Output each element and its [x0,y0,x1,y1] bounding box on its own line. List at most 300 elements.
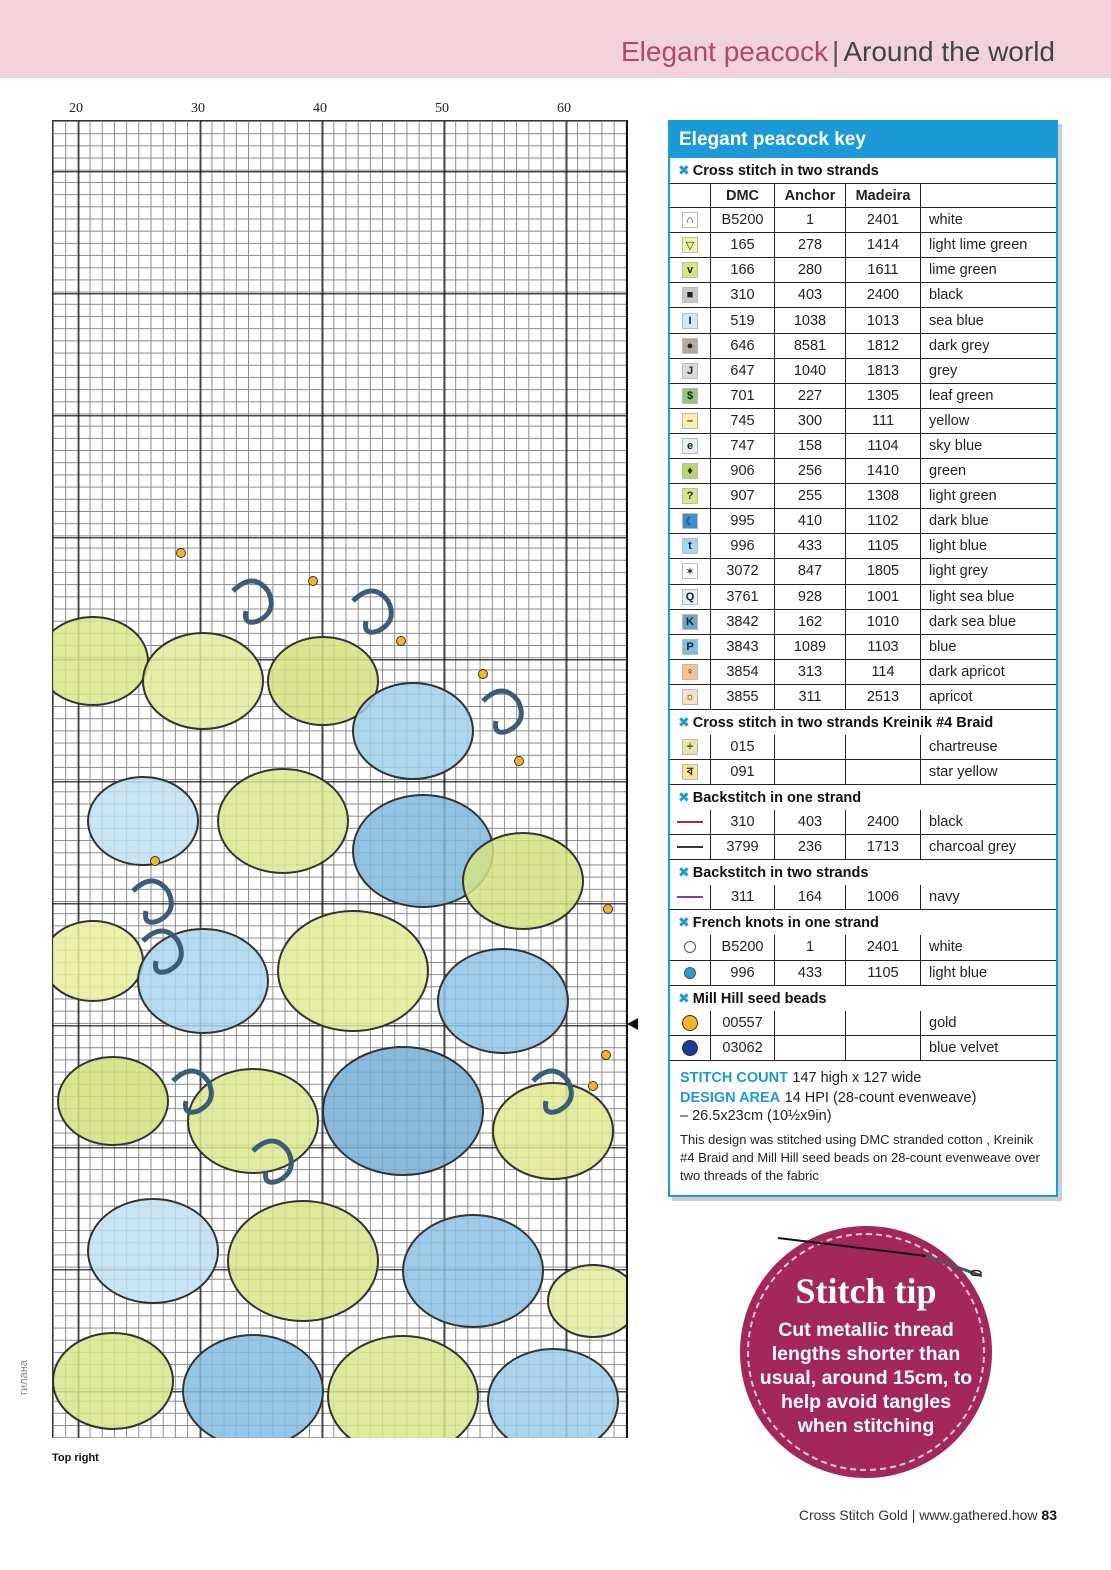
key-name-text: gold [929,1014,957,1031]
key-anchor [774,610,845,634]
key-dmc [710,610,774,634]
key-anchor-text: 1 [805,212,815,229]
key-symbol [670,685,710,709]
key-madeira [845,384,920,408]
key-dmc-text: 091 [730,764,755,781]
key-header-row [670,183,1056,208]
key-row [670,810,1056,835]
key-dmc-text: 3799 [726,839,759,856]
key-anchor-text: 227 [797,387,823,404]
header-madeira [845,184,920,207]
stitch-symbol-icon: ♀ [682,664,698,680]
stitch-symbol-icon: ÷ [682,739,698,755]
pattern-motif [278,911,428,1031]
key-anchor-text: 403 [797,814,823,831]
pattern-motif [88,777,198,865]
key-madeira [845,760,920,784]
stitch-tip-title: Stitch tip [795,1271,937,1311]
pattern-motif [493,1083,613,1179]
key-name-text: grey [929,362,958,379]
key-symbol [670,409,710,433]
key-madeira-text: 1102 [867,513,899,530]
key-dmc [710,534,774,558]
key-madeira [845,283,920,307]
key-madeira-text: 2400 [866,287,900,304]
key-anchor [774,1011,845,1035]
key-anchor-text: 255 [797,488,823,505]
pattern-motif [488,1349,618,1438]
key-anchor-text: 410 [797,513,823,530]
key-section-label: Backstitch in two strands [692,865,869,882]
key-anchor [774,635,845,659]
key-name [920,810,1056,834]
stitch-symbol-icon: P [682,639,698,655]
peacock-pattern-illustration [53,121,628,1438]
key-anchor-text: 162 [797,613,823,630]
gold-bead-mark [515,757,524,766]
key-dmc-text: 3854 [726,663,759,680]
needle-icon [776,1236,984,1280]
gold-bead-mark [151,857,160,866]
key-anchor-text: 300 [797,412,823,429]
key-symbol [670,1036,710,1060]
key-anchor [774,384,845,408]
key-madeira [845,308,920,332]
key-madeira [845,459,920,483]
key-row [670,1011,1056,1036]
key-name-text: navy [929,889,960,906]
key-name [920,1036,1056,1060]
key-dmc [710,484,774,508]
stitch-symbol-icon: ■ [682,287,698,303]
key-madeira-text: 1105 [867,538,899,555]
key-madeira [845,810,920,834]
key-symbol [670,961,710,985]
key-anchor-text: 433 [797,538,823,555]
key-row [670,283,1056,308]
key-section-title [670,785,1056,810]
pattern-swirl [483,691,521,732]
key-row [670,208,1056,233]
key-name-text: light green [929,488,997,505]
key-anchor-text: 280 [797,262,823,279]
key-dmc-text: 906 [730,463,755,480]
key-madeira-text: 1305 [866,387,900,404]
key-dmc [710,935,774,959]
pattern-motif [438,949,568,1053]
cross-icon: ✖ [678,713,690,730]
pattern-motif [88,1199,218,1303]
key-anchor-text: 236 [797,839,823,856]
key-symbol [670,258,710,282]
key-dmc-text: 00557 [722,1014,763,1031]
key-symbol [670,635,710,659]
stitch-symbol-icon: ✶ [682,563,698,579]
key-name-text: green [929,463,967,480]
key-anchor-text: 311 [798,688,822,705]
key-section-title [670,860,1056,885]
key-note: This design was stitched using DMC stranded cotton , Kreinik #4 Braid and Mill Hill seed beads on 28-count evenweave over two threads of the fabric [680,1131,1040,1183]
key-row [670,308,1056,333]
key-anchor [774,334,845,358]
key-anchor [774,585,845,609]
key-symbol [670,559,710,583]
french-knot-icon [684,967,696,979]
key-row [670,610,1056,635]
stitch-symbol-icon: Q [682,589,698,605]
key-anchor-text: 313 [797,663,823,680]
key-row [670,509,1056,534]
key-name-text: light lime green [929,237,1028,254]
key-panel [668,120,1058,1197]
key-dmc-text: B5200 [721,212,764,229]
gold-bead-mark [604,905,613,914]
key-row [670,534,1056,559]
stitch-symbol-icon: $ [682,388,698,404]
key-section-title [670,910,1056,935]
key-name-text: light blue [929,964,988,981]
key-name-text: yellow [929,412,970,429]
key-anchor-text: 158 [797,437,823,454]
key-row [670,334,1056,359]
cross-icon: ✖ [678,914,690,931]
key-dmc-text: 166 [730,262,755,279]
stitch-symbol-icon: ব [682,764,698,780]
design-area-value: 14 HPI (28-count evenweave) [784,1089,977,1106]
key-dmc-text: 996 [730,538,755,555]
page-footer [799,1507,1057,1523]
key-row [670,359,1056,384]
key-section-label: French knots in one strand [692,915,879,932]
pattern-motif [138,929,268,1033]
key-symbol [670,308,710,332]
pattern-motif [53,921,143,1001]
key-anchor [774,835,845,859]
key-name [920,660,1056,684]
key-anchor [774,1036,845,1060]
key-section-label: Mill Hill seed beads [692,990,827,1007]
key-name [920,735,1056,759]
chart-caption: Top right [52,1452,99,1464]
key-row [670,660,1056,685]
key-name [920,233,1056,257]
key-name [920,509,1056,533]
key-section-label: Backstitch in one strand [692,790,862,807]
key-dmc-text: 03062 [722,1039,763,1056]
key-name-text: lime green [929,262,997,279]
key-anchor-text: 164 [797,889,823,906]
key-dmc-text: 3842 [726,613,759,630]
cross-icon: ✖ [678,162,690,178]
key-madeira-text: 1611 [867,262,899,279]
key-anchor-text: 278 [797,237,823,254]
pattern-motif [143,633,263,729]
backstitch-line-icon [677,846,703,848]
header-separator: | [832,36,840,67]
key-symbol [670,384,710,408]
column-number-40: 40 [313,101,327,116]
key-dmc [710,885,774,909]
key-madeira [845,258,920,282]
key-dmc-text: 310 [730,287,755,304]
key-symbol [670,283,710,307]
key-name [920,459,1056,483]
key-row [670,585,1056,610]
key-madeira [845,334,920,358]
pattern-motif [328,1336,478,1438]
key-name [920,835,1056,859]
photo-credit: гилана [18,1360,30,1395]
page-header [621,36,1055,68]
key-dmc [710,208,774,232]
key-anchor [774,885,845,909]
key-madeira-text: 1006 [866,889,900,906]
key-dmc [710,258,774,282]
key-madeira-text: 2400 [866,814,900,831]
key-madeira [845,660,920,684]
key-name-text: light blue [929,538,988,555]
key-row [670,1036,1056,1061]
key-section-title [670,158,1056,183]
key-symbol [670,735,710,759]
header-anchor-text: Anchor [784,187,836,204]
key-anchor-text: 403 [797,287,823,304]
key-name-text: apricot [929,688,973,705]
key-madeira-text: 2401 [866,939,900,956]
key-madeira [845,610,920,634]
key-dmc [710,559,774,583]
key-name-text: chartreuse [929,739,998,756]
key-dmc-text: 3843 [726,638,759,655]
french-knot-icon [684,941,696,953]
key-row [670,258,1056,283]
key-madeira [845,233,920,257]
stitch-symbol-icon: ☾ [682,513,698,529]
key-name [920,484,1056,508]
key-name [920,935,1056,959]
key-dmc [710,434,774,458]
key-symbol [670,334,710,358]
key-madeira [845,509,920,533]
key-name [920,961,1056,985]
pattern-motif [53,1333,173,1429]
key-madeira [845,359,920,383]
key-madeira [845,434,920,458]
header-dmc-text: DMC [725,187,760,204]
key-dmc-text: 519 [730,312,755,329]
key-section-label: Cross stitch in two strands [692,163,879,179]
key-name [920,409,1056,433]
design-area-label: DESIGN AREA [680,1089,781,1106]
key-madeira-text: 1414 [866,237,900,254]
key-section-label: Cross stitch in two strands Kreinik #4 Braid [692,714,994,731]
key-madeira [845,484,920,508]
key-madeira [845,685,920,709]
cross-icon: ✖ [678,789,690,806]
key-dmc-text: 3072 [726,563,759,580]
key-madeira [845,835,920,859]
key-anchor [774,459,845,483]
key-madeira [845,1011,920,1035]
key-name-text: blue velvet [929,1039,999,1056]
key-dmc-text: 996 [730,964,755,981]
key-symbol [670,610,710,634]
key-row [670,434,1056,459]
key-row [670,760,1056,785]
key-row [670,459,1056,484]
key-name-text: leaf green [929,387,994,404]
key-dmc [710,1011,774,1035]
key-anchor [774,660,845,684]
key-body [670,158,1056,1061]
stitch-symbol-icon: e [682,438,698,454]
key-dmc [710,308,774,332]
key-name-text: charcoal grey [929,839,1017,856]
key-name [920,208,1056,232]
pattern-motif [353,683,473,779]
key-symbol [670,509,710,533]
gold-bead-mark [602,1051,611,1060]
key-anchor-text: 8581 [793,337,827,354]
key-name [920,585,1056,609]
key-anchor [774,409,845,433]
key-name [920,308,1056,332]
key-name-text: black [929,814,963,831]
key-dmc [710,359,774,383]
key-dmc-text: 647 [730,362,755,379]
key-madeira [845,735,920,759]
key-dmc [710,334,774,358]
header-symbol [670,184,710,207]
key-madeira [845,208,920,232]
key-symbol [670,359,710,383]
stitch-symbol-icon: ? [682,488,698,504]
key-dmc-text: 015 [730,739,755,756]
stitch-symbol-icon: ∩ [682,212,698,228]
key-anchor-text: 256 [797,463,823,480]
footer-magazine: Cross Stitch Gold [798,1507,908,1523]
key-madeira [845,534,920,558]
pattern-motif [463,833,583,929]
key-anchor-text: 1089 [793,638,827,655]
key-dmc [710,760,774,784]
key-madeira [845,635,920,659]
key-anchor [774,233,845,257]
key-anchor [774,935,845,959]
key-dmc [710,735,774,759]
key-info [670,1061,1056,1185]
key-dmc [710,509,774,533]
pattern-motif [218,769,348,873]
key-name [920,384,1056,408]
key-anchor [774,359,845,383]
key-name-text: light sea blue [929,588,1015,605]
header-section: Around the world [843,36,1055,67]
key-madeira-text: 1308 [866,488,900,505]
key-madeira-text: 1410 [866,463,900,480]
key-row [670,935,1056,960]
key-anchor-text: 1 [805,939,815,956]
center-marker-icon [627,1018,638,1030]
key-anchor [774,484,845,508]
pattern-swirl [133,881,171,922]
pattern-motif [58,1057,168,1145]
stitch-symbol-icon: K [682,614,698,630]
key-madeira-text: 1813 [866,362,900,379]
key-name [920,283,1056,307]
key-madeira-text: 1105 [867,964,899,981]
cross-icon: ✖ [678,989,690,1006]
column-number-50: 50 [435,101,449,116]
key-title: Elegant peacock key [670,122,1056,158]
key-name [920,258,1056,282]
key-madeira [845,559,920,583]
key-dmc-text: 311 [730,889,755,906]
key-row [670,409,1056,434]
stitch-symbol-icon: t [682,538,698,554]
key-dmc [710,585,774,609]
key-symbol [670,585,710,609]
key-name-text: dark apricot [929,663,1005,680]
key-dmc [710,660,774,684]
key-madeira-text: 1713 [866,839,900,856]
key-anchor [774,961,845,985]
key-symbol [670,810,710,834]
column-number-20: 20 [69,101,83,116]
key-anchor [774,685,845,709]
key-anchor [774,283,845,307]
key-dmc [710,233,774,257]
seed-bead-icon [682,1015,698,1031]
key-madeira [845,409,920,433]
pattern-swirl [353,591,391,632]
key-madeira-text: 111 [871,412,895,429]
key-row [670,735,1056,760]
key-anchor-text: 928 [797,588,823,605]
stitch-symbol-icon: ☼ [682,689,698,705]
key-anchor [774,810,845,834]
key-name-text: dark grey [929,337,990,354]
key-row [670,484,1056,509]
key-symbol [670,935,710,959]
key-dmc [710,409,774,433]
key-row [670,685,1056,710]
key-madeira-text: 1805 [866,563,900,580]
key-dmc-text: 747 [730,437,755,454]
backstitch-line-icon [677,821,703,823]
gold-bead-mark [397,637,406,646]
key-name-text: dark blue [929,513,989,530]
key-symbol [670,885,710,909]
key-dmc [710,459,774,483]
stitch-symbol-icon: ● [682,338,698,354]
cross-icon: ✖ [678,864,690,881]
key-anchor [774,534,845,558]
stitch-symbol-icon: ♦ [682,463,698,479]
key-dmc-text: 646 [730,337,755,354]
key-name-text: light grey [929,563,988,580]
key-anchor [774,509,845,533]
key-anchor [774,208,845,232]
key-row [670,885,1056,910]
key-anchor-text: 847 [797,563,823,580]
pattern-motif [53,617,148,705]
key-dmc [710,1036,774,1060]
header-title: Elegant peacock [620,36,829,67]
key-row [670,559,1056,584]
key-anchor-text: 433 [797,964,823,981]
key-madeira [845,935,920,959]
